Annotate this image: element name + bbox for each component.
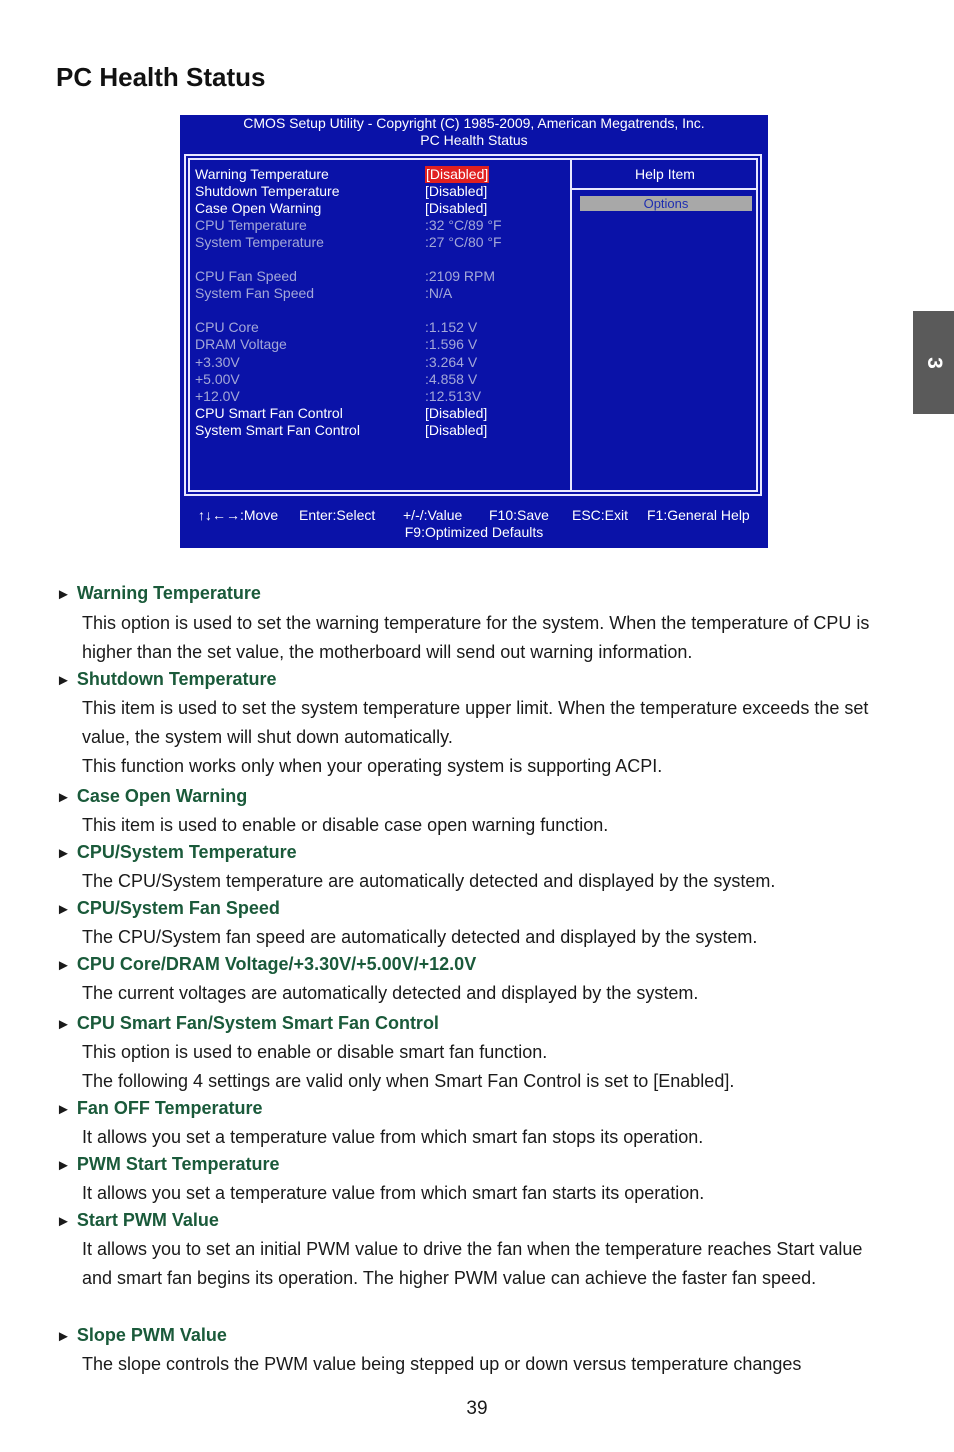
bios-key-legend [180,507,768,524]
key-move: ↑↓←→:Move [198,507,279,523]
bios-row-cpu-temperature [195,217,565,234]
bios-row-cpu-smart-fan-control[interactable] [195,405,565,422]
bullet-arrow-icon: ► [56,789,71,806]
para-smart-fan-control: This option is used to enable or disable smart fan function. [82,1042,548,1062]
bios-row-value: :2109 RPM [425,268,496,284]
para-pwm-start-temperature: It allows you set a temperature value from which smart fan starts its operation. [82,1183,705,1203]
page-title: PC Health Status [56,62,266,92]
bios-row-value: :1.596 V [425,336,478,352]
page-number: 39 [466,1398,488,1419]
heading-pwm-start-temperature: ► PWM Start Temperature [56,1154,280,1174]
bios-row-label: +5.00V [195,371,240,387]
bios-screen [180,115,768,548]
bios-row-warning-temperature[interactable] [195,166,565,183]
bios-row-value: :4.858 V [425,371,478,387]
bios-row-value[interactable]: [Disabled] [425,200,488,216]
bios-row-dram-voltage [195,336,565,353]
heading-slope-pwm-value: ► Slope PWM Value [56,1325,227,1345]
chapter-number: 3 [922,356,946,369]
bios-row-cpu-fan-speed [195,268,565,285]
bios-row-label: +12.0V [195,388,240,404]
bullet-arrow-icon: ► [56,957,71,974]
bios-row-label: CPU Fan Speed [195,268,297,284]
bullet-arrow-icon: ► [56,1157,71,1174]
bios-inner-frame [188,158,758,492]
key-save: F10:Save [489,507,549,523]
para-shutdown-acpi: This function works only when your operating system is supporting ACPI. [82,756,663,776]
bios-row-5v [195,371,565,388]
bios-row-label: CPU Temperature [195,217,307,233]
heading-fan-off-temperature: ► Fan OFF Temperature [56,1098,263,1118]
bios-row-system-fan-speed [195,285,565,302]
para-start-pwm-value: It allows you to set an initial PWM value to drive the fan when the temperature reaches Start value and smart fan begins its operation. The higher PWM value can achieve the faster fan speed. [82,1239,863,1288]
heading-warning-temperature: ► Warning Temperature [56,583,261,603]
key-select: Enter:Select [299,507,376,523]
bios-row-label: System Fan Speed [195,285,315,301]
bios-row-value: :27 °C/80 °F [425,234,502,250]
bios-row-value[interactable]: [Disabled] [426,166,489,182]
bios-row-system-smart-fan-control[interactable] [195,422,565,439]
bios-row-label: CPU Smart Fan Control [195,405,343,421]
bios-row-system-temperature [195,234,565,251]
heading-voltages: ► CPU Core/DRAM Voltage/+3.30V/+5.00V/+12.0V [56,954,477,974]
key-exit: ESC:Exit [572,507,629,523]
bios-row-value: :32 °C/89 °F [425,217,502,233]
bios-row-value: :1.152 V [425,319,478,335]
bios-header [180,115,768,149]
key-defaults: F9:Optimized Defaults [404,524,544,540]
para-voltages: The current voltages are automatically detected and displayed by the system. [82,983,699,1003]
bullet-arrow-icon: ► [56,1328,71,1345]
bios-panel-divider [570,160,572,490]
bullet-arrow-icon: ► [56,586,71,603]
bios-row-value[interactable]: [Disabled] [425,422,488,438]
heading-smart-fan-control: ► CPU Smart Fan/System Smart Fan Control [56,1013,439,1033]
heading-cpu-system-fan-speed: ► CPU/System Fan Speed [56,898,280,918]
para-shutdown-temperature: This item is used to set the system temperature upper limit. When the temperature exceeds the set value, the system will shut down automatically. [82,698,869,747]
bullet-arrow-icon: ► [56,1213,71,1230]
heading-case-open-warning: ► Case Open Warning [56,786,248,806]
bios-row-label: Warning Temperature [195,166,329,182]
bios-row-label: System Temperature [195,234,324,250]
bios-row-value: :N/A [425,285,453,301]
chapter-tab [913,311,954,414]
help-item-title: Help Item [635,166,695,182]
bios-row-label: Shutdown Temperature [195,183,340,199]
bios-row-label: CPU Core [195,319,259,335]
bullet-arrow-icon: ► [56,1101,71,1118]
heading-cpu-system-temperature: ► CPU/System Temperature [56,842,297,862]
bios-row-value[interactable]: [Disabled] [425,405,488,421]
bullet-arrow-icon: ► [56,672,71,689]
bullet-arrow-icon: ► [56,901,71,918]
bios-row-cpu-core [195,319,565,336]
para-warning-temperature: This option is used to set the warning temperature for the system. When the temperature of CPU is higher than the set value, the motherboard will send out warning information. [82,613,870,662]
para-case-open-warning: This item is used to enable or disable case open warning function. [82,815,609,835]
bios-row-12v [195,388,565,405]
bullet-arrow-icon: ► [56,845,71,862]
heading-start-pwm-value: ► Start PWM Value [56,1210,219,1230]
bios-row-3v3 [195,354,565,371]
bios-copyright: CMOS Setup Utility - Copyright (C) 1985-2009, American Megatrends, Inc. [243,115,705,131]
key-value: +/-/:Value [403,507,463,523]
bios-row-label: System Smart Fan Control [195,422,360,438]
para-cpu-system-temperature: The CPU/System temperature are automatically detected and displayed by the system. [82,871,776,891]
para-cpu-system-fan-speed: The CPU/System fan speed are automatically detected and displayed by the system. [82,927,758,947]
bios-row-label: DRAM Voltage [195,336,287,352]
bios-row-label: Case Open Warning [195,200,322,216]
bios-row-shutdown-temperature[interactable] [195,183,565,200]
bios-frame [184,154,762,496]
bios-row-value: :12.513V [425,388,482,404]
bios-row-label: +3.30V [195,354,240,370]
bios-row-value[interactable]: [Disabled] [425,183,488,199]
bullet-arrow-icon: ► [56,1016,71,1033]
help-options: Options [580,196,752,211]
heading-shutdown-temperature: ► Shutdown Temperature [56,669,277,689]
bios-row-case-open-warning[interactable] [195,200,565,217]
bios-row-value: :3.264 V [425,354,478,370]
key-help: F1:General Help [647,507,750,523]
bios-footer [180,507,768,541]
para-slope-pwm-value: The slope controls the PWM value being stepped up or down versus temperature changes [82,1354,802,1374]
para-fan-off-temperature: It allows you set a temperature value from which smart fan stops its operation. [82,1127,704,1147]
help-divider [572,188,758,190]
para-smart-fan-settings: The following 4 settings are valid only when Smart Fan Control is set to [Enabled]. [82,1071,735,1091]
bios-screen-title: PC Health Status [420,132,528,148]
